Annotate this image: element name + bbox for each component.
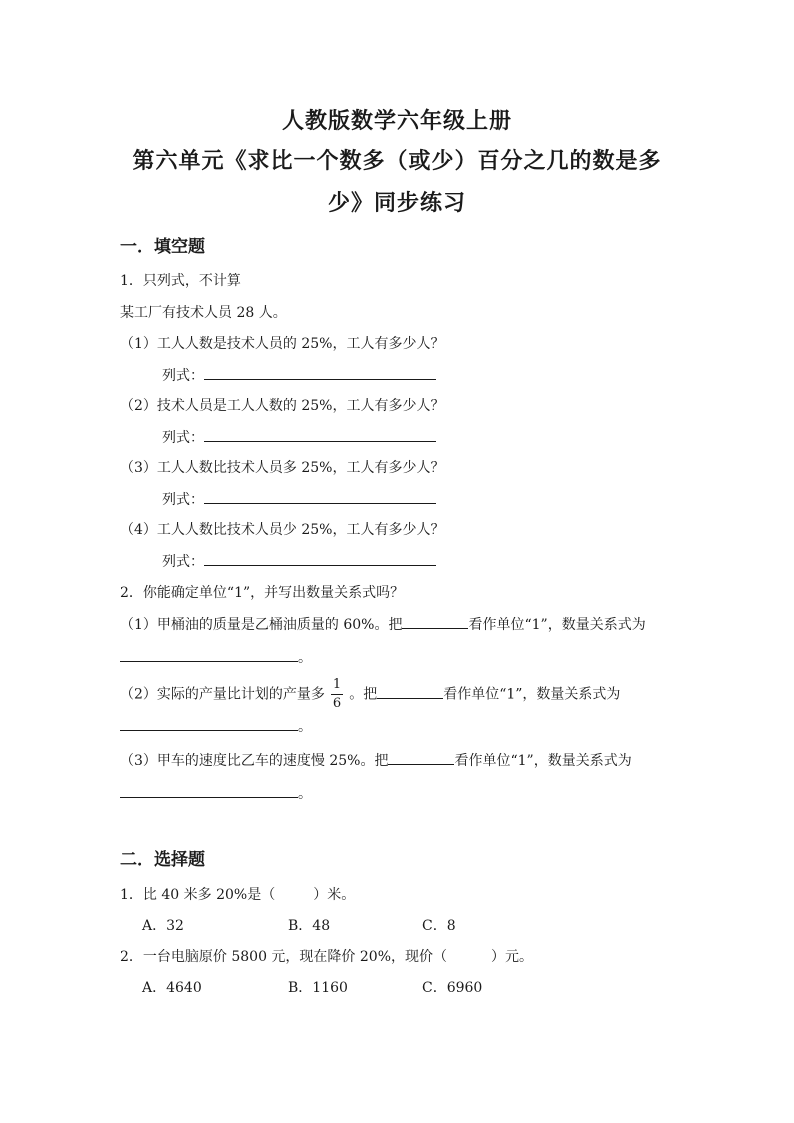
q1-item-3-formula-row bbox=[162, 488, 436, 509]
q2-item-1-prefix: （1）甲桶油的质量是乙桶油质量的 60%。把 bbox=[120, 617, 403, 633]
formula-answer-blank[interactable] bbox=[204, 550, 436, 566]
formula-answer-blank[interactable] bbox=[204, 426, 436, 442]
fraction-denominator: 6 bbox=[332, 696, 342, 711]
q1-item-1-formula-row bbox=[162, 364, 436, 385]
q1-instruction: 1．只列式，不计算 bbox=[120, 273, 241, 289]
q2-item-1-suffix: 看作单位“1”，数量关系式为 bbox=[468, 617, 646, 633]
fraction-bar bbox=[331, 694, 343, 695]
option-c[interactable]: C．8 bbox=[422, 918, 456, 934]
formula-label: 列式： bbox=[162, 554, 204, 570]
q1-item-4-formula-row bbox=[162, 550, 436, 571]
mc-q2-options bbox=[142, 977, 482, 997]
q1-item-4: （4）工人人数比技术人员少 25%，工人有多少人？ bbox=[120, 522, 445, 538]
formula-answer-blank[interactable] bbox=[204, 364, 436, 380]
option-b[interactable]: B．48 bbox=[288, 918, 331, 934]
q1-item-2: （2）技术人员是工人人数的 25%，工人有多少人？ bbox=[120, 398, 445, 414]
unit-one-blank[interactable] bbox=[377, 683, 443, 699]
relation-formula-blank[interactable] bbox=[120, 715, 298, 731]
q2-item-2-prefix: （2）实际的产量比计划的产量多 bbox=[120, 686, 325, 703]
mc-q1-options bbox=[142, 915, 456, 935]
mc-q1-stem: 1．比 40 米多 20%是（ bbox=[120, 887, 276, 903]
section-multiple-choice-heading: 二．选择题 bbox=[120, 850, 205, 870]
relation-formula-blank[interactable] bbox=[120, 646, 298, 662]
q2-item-1 bbox=[120, 613, 646, 634]
q1-item-2-formula-row bbox=[162, 426, 436, 447]
title-line-2: 第六单元《求比一个数多（或少）百分之几的数是多 bbox=[132, 148, 662, 174]
option-a[interactable]: A．32 bbox=[142, 918, 184, 934]
q2-item-2 bbox=[120, 678, 620, 711]
q2-instruction: 2．你能确定单位“1”，并写出数量关系式吗？ bbox=[120, 585, 405, 601]
period: 。 bbox=[298, 786, 312, 802]
fraction-numerator: 1 bbox=[332, 677, 342, 692]
section-fill-blank-heading: 一．填空题 bbox=[120, 237, 205, 257]
mc-q2-stem-end: ）元。 bbox=[491, 949, 534, 965]
option-c[interactable]: C．6960 bbox=[422, 980, 483, 996]
q1-context: 某工厂有技术人员 28 人。 bbox=[120, 305, 287, 321]
q2-item-3-relation-row bbox=[120, 782, 312, 803]
formula-label: 列式： bbox=[162, 430, 204, 446]
q1-item-1: （1）工人人数是技术人员的 25%，工人有多少人？ bbox=[120, 336, 445, 352]
q2-item-3-prefix: （3）甲车的速度比乙车的速度慢 25%。把 bbox=[120, 753, 389, 769]
mc-q1-stem-end: ）米。 bbox=[313, 887, 356, 903]
option-a[interactable]: A．4640 bbox=[142, 980, 202, 996]
period: 。 bbox=[298, 650, 312, 666]
relation-formula-blank[interactable] bbox=[120, 782, 298, 798]
title-line-3: 少》同步练习 bbox=[327, 190, 466, 216]
unit-one-blank[interactable] bbox=[402, 613, 468, 629]
q2-item-2-relation-row bbox=[120, 715, 312, 736]
q2-item-2-mid: 。把 bbox=[349, 686, 378, 703]
period: 。 bbox=[298, 719, 312, 735]
mc-question-1 bbox=[120, 884, 355, 904]
q2-item-2-suffix: 看作单位“1”，数量关系式为 bbox=[443, 686, 621, 703]
q1-item-3: （3）工人人数比技术人员多 25%，工人有多少人？ bbox=[120, 460, 445, 476]
formula-label: 列式： bbox=[162, 492, 204, 508]
unit-one-blank[interactable] bbox=[388, 749, 454, 765]
option-b[interactable]: B．1160 bbox=[288, 980, 348, 996]
formula-answer-blank[interactable] bbox=[204, 488, 436, 504]
q2-item-3 bbox=[120, 749, 632, 770]
mc-q2-stem: 2．一台电脑原价 5800 元，现在降价 20%，现价（ bbox=[120, 949, 448, 965]
formula-label: 列式： bbox=[162, 368, 204, 384]
title-line-1: 人教版数学六年级上册 bbox=[281, 108, 512, 134]
mc-question-2 bbox=[120, 946, 533, 966]
q2-item-1-relation-row bbox=[120, 646, 312, 667]
q2-item-3-suffix: 看作单位“1”，数量关系式为 bbox=[454, 753, 632, 769]
fraction-one-sixth bbox=[331, 678, 343, 711]
